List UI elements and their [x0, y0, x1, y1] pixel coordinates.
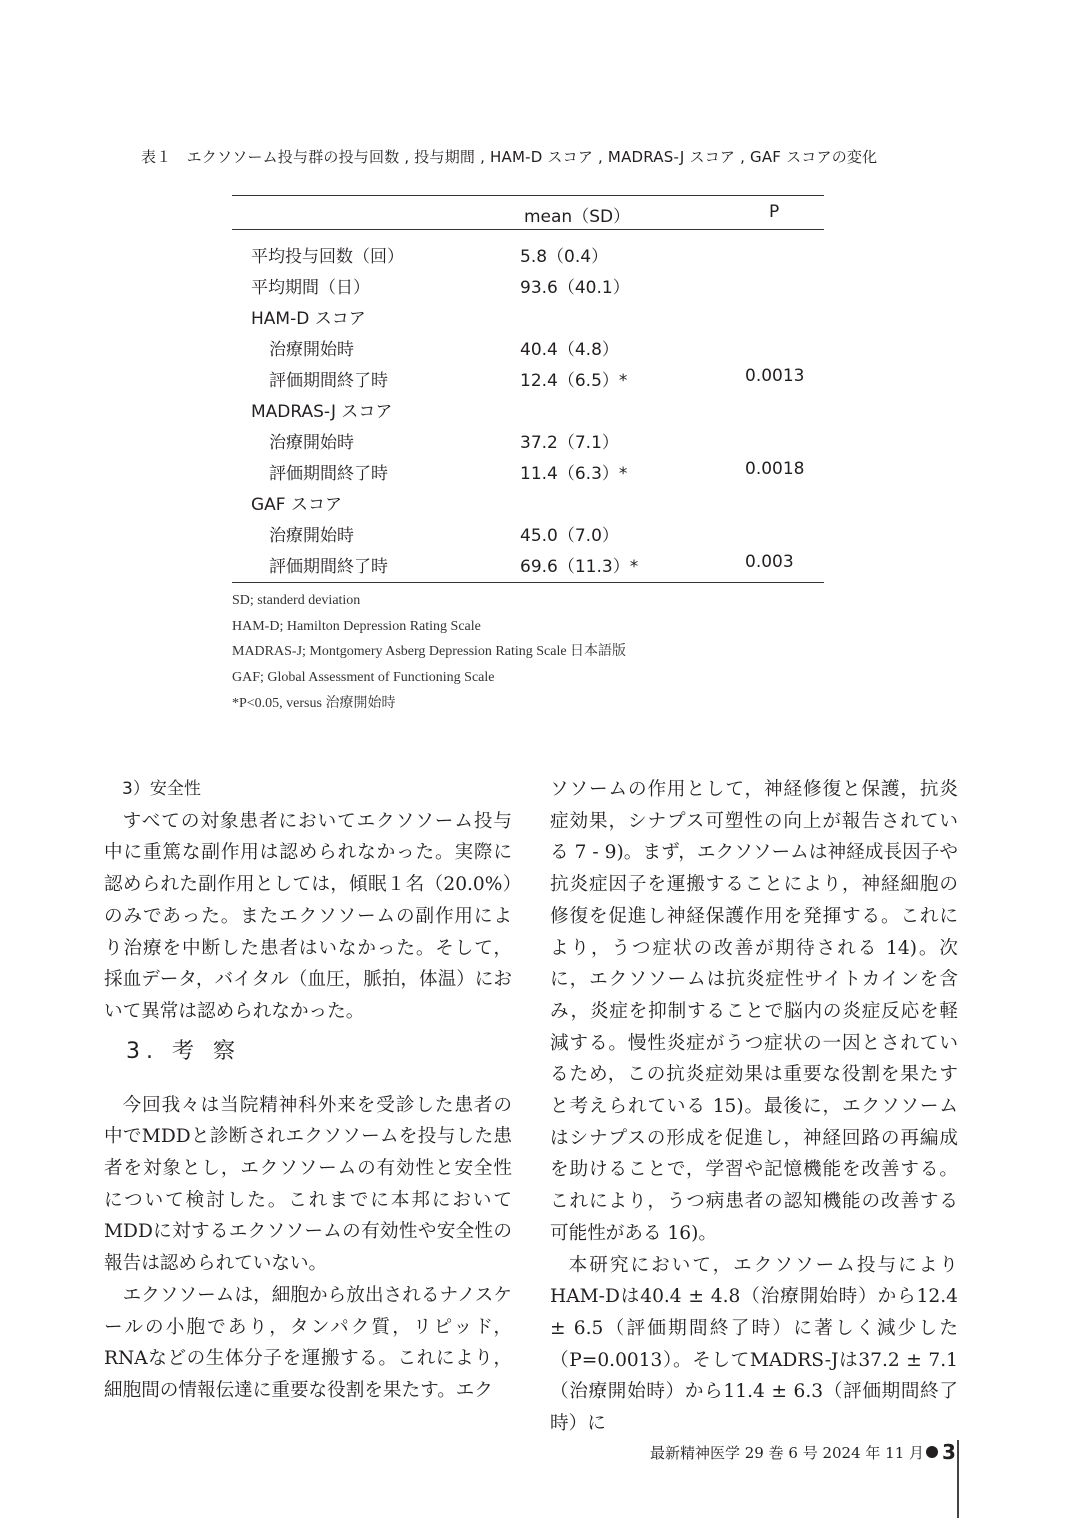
- discussion-paragraph-1: 今回我々は当院精神科外来を受診した患者の中でMDDと診断されエクソソームを投与した患者を対象とし，エクソソームの有効性と安全性について検討した。これまでに本邦においてMDDに対するエクソソームの有効性や安全性の報告は認められていない。: [104, 1094, 512, 1275]
- table-top-rule: [232, 195, 824, 196]
- note-hamd: HAM-D; Hamilton Depression Rating Scale: [232, 618, 481, 634]
- header-p: P: [769, 202, 780, 222]
- row-label: 評価期間終了時: [269, 557, 388, 577]
- row-label: HAM-D スコア: [251, 309, 366, 329]
- bullet-dot-icon: [926, 1446, 938, 1458]
- row-mean: 11.4（6.3）*: [520, 464, 628, 484]
- table-row: [232, 273, 824, 297]
- table-header-rule: [232, 229, 824, 230]
- row-label: 平均投与回数（回）: [251, 247, 404, 267]
- discussion-paragraph-2: エクソソームは，細胞から放出されるナノスケールの小胞であり，タンパク質，リピッド，RNAなどの生体分子を運搬する。これにより，細胞間の情報伝達に重要な役割を果たす。エク: [104, 1284, 512, 1401]
- table-row: [232, 242, 824, 266]
- note-madrasj: MADRAS-J; Montgomery Asberg Depression Rating Scale 日本語版: [232, 644, 627, 660]
- right-column: [550, 774, 958, 1440]
- row-label: 評価期間終了時: [269, 464, 388, 484]
- page-footer: [650, 1440, 956, 1464]
- row-label: 平均期間（日）: [251, 278, 370, 298]
- table-bottom-rule: [232, 582, 824, 583]
- row-mean: 40.4（4.8）: [520, 340, 619, 360]
- note-gaf: GAF; Global Assessment of Functioning Scale: [232, 670, 495, 686]
- table-row: [232, 428, 824, 452]
- row-p: 0.003: [745, 552, 794, 572]
- row-label: MADRAS-J スコア: [251, 402, 393, 422]
- row-mean: 93.6（40.1）: [520, 278, 630, 298]
- table-row: [232, 366, 824, 390]
- journal-citation: 最新精神医学 29 巻 6 号 2024 年 11 月: [650, 1443, 925, 1462]
- row-label: GAF スコア: [251, 495, 342, 515]
- page-number: 3: [942, 1440, 956, 1464]
- note-sd: SD; standerd deviation: [232, 593, 361, 608]
- row-mean: 69.6（11.3）*: [520, 557, 639, 577]
- note-significance: *P<0.05, versus 治療開始時: [232, 695, 396, 711]
- row-p: 0.0018: [745, 459, 805, 479]
- table-row: [232, 552, 824, 576]
- table-row: [232, 490, 824, 514]
- table-row: [232, 397, 824, 421]
- row-label: 評価期間終了時: [269, 371, 388, 391]
- discussion-heading: 3. 考 察: [126, 1038, 241, 1064]
- safety-subheading: 3）安全性: [122, 779, 201, 799]
- page-edge-rule: [957, 1440, 959, 1518]
- discussion-paragraph-3: ソソームの作用として，神経修復と保護，抗炎症効果，シナプス可塑性の向上が報告されている 7 - 9)。まず，エクソソームは神経成長因子や抗炎症因子を運搬することにより，神経細胞の修復を促進し神経保護作用を発揮する。これにより，うつ症状の改善が期待される 14)。次に，エクソソームは抗炎症性サイトカインを含み，炎症を抑制することで脳内の炎症反応を軽減する。慢性炎症がうつ症状の一因とされているため，この抗炎症効果は重要な役割を果たすと考えられている 15)。最後に，エクソソームはシナプスの形成を促進し，神経回路の再編成を助けることで，学習や記憶機能を改善する。これにより，うつ病患者の認知機能の改善する可能性がある 16)。: [550, 779, 958, 1244]
- table-notes: [232, 591, 832, 719]
- table-row: [232, 459, 824, 483]
- safety-paragraph: すべての対象患者においてエクソソーム投与中に重篤な副作用は認められなかった。実際に認められた副作用としては，傾眠１名（20.0%）のみであった。またエクソソームの副作用により治療を中断した患者はいなかった。そして，採血データ，バイタル（血圧，脈拍，体温）において異常は認められなかった。: [104, 810, 512, 1022]
- table-row: [232, 304, 824, 328]
- row-label: 治療開始時: [269, 433, 354, 453]
- discussion-paragraph-4: 本研究において，エクソソーム投与によりHAM-Dは40.4 ± 4.8（治療開始時）から12.4 ± 6.5（評価期間終了時）に著しく減少した（P=0.0013）。そしてMADRS-Jは37.2 ± 7.1（治療開始時）から11.4 ± 6.3（評価期間終了時）に: [550, 1254, 958, 1435]
- left-column: [104, 774, 512, 1407]
- row-mean: 12.4（6.5）*: [520, 371, 628, 391]
- table-caption: 表１ エクソソーム投与群の投与回数 , 投与期間 , HAM-D スコア , MADRAS-J スコア , GAF スコアの変化: [141, 148, 878, 166]
- table-row: [232, 521, 824, 545]
- row-label: 治療開始時: [269, 340, 354, 360]
- table-header-row: [232, 202, 824, 226]
- header-mean: mean（SD）: [524, 207, 631, 227]
- row-label: 治療開始時: [269, 526, 354, 546]
- row-p: 0.0013: [745, 366, 805, 386]
- row-mean: 5.8（0.4）: [520, 247, 609, 267]
- row-mean: 45.0（7.0）: [520, 526, 619, 546]
- table-row: [232, 335, 824, 359]
- row-mean: 37.2（7.1）: [520, 433, 619, 453]
